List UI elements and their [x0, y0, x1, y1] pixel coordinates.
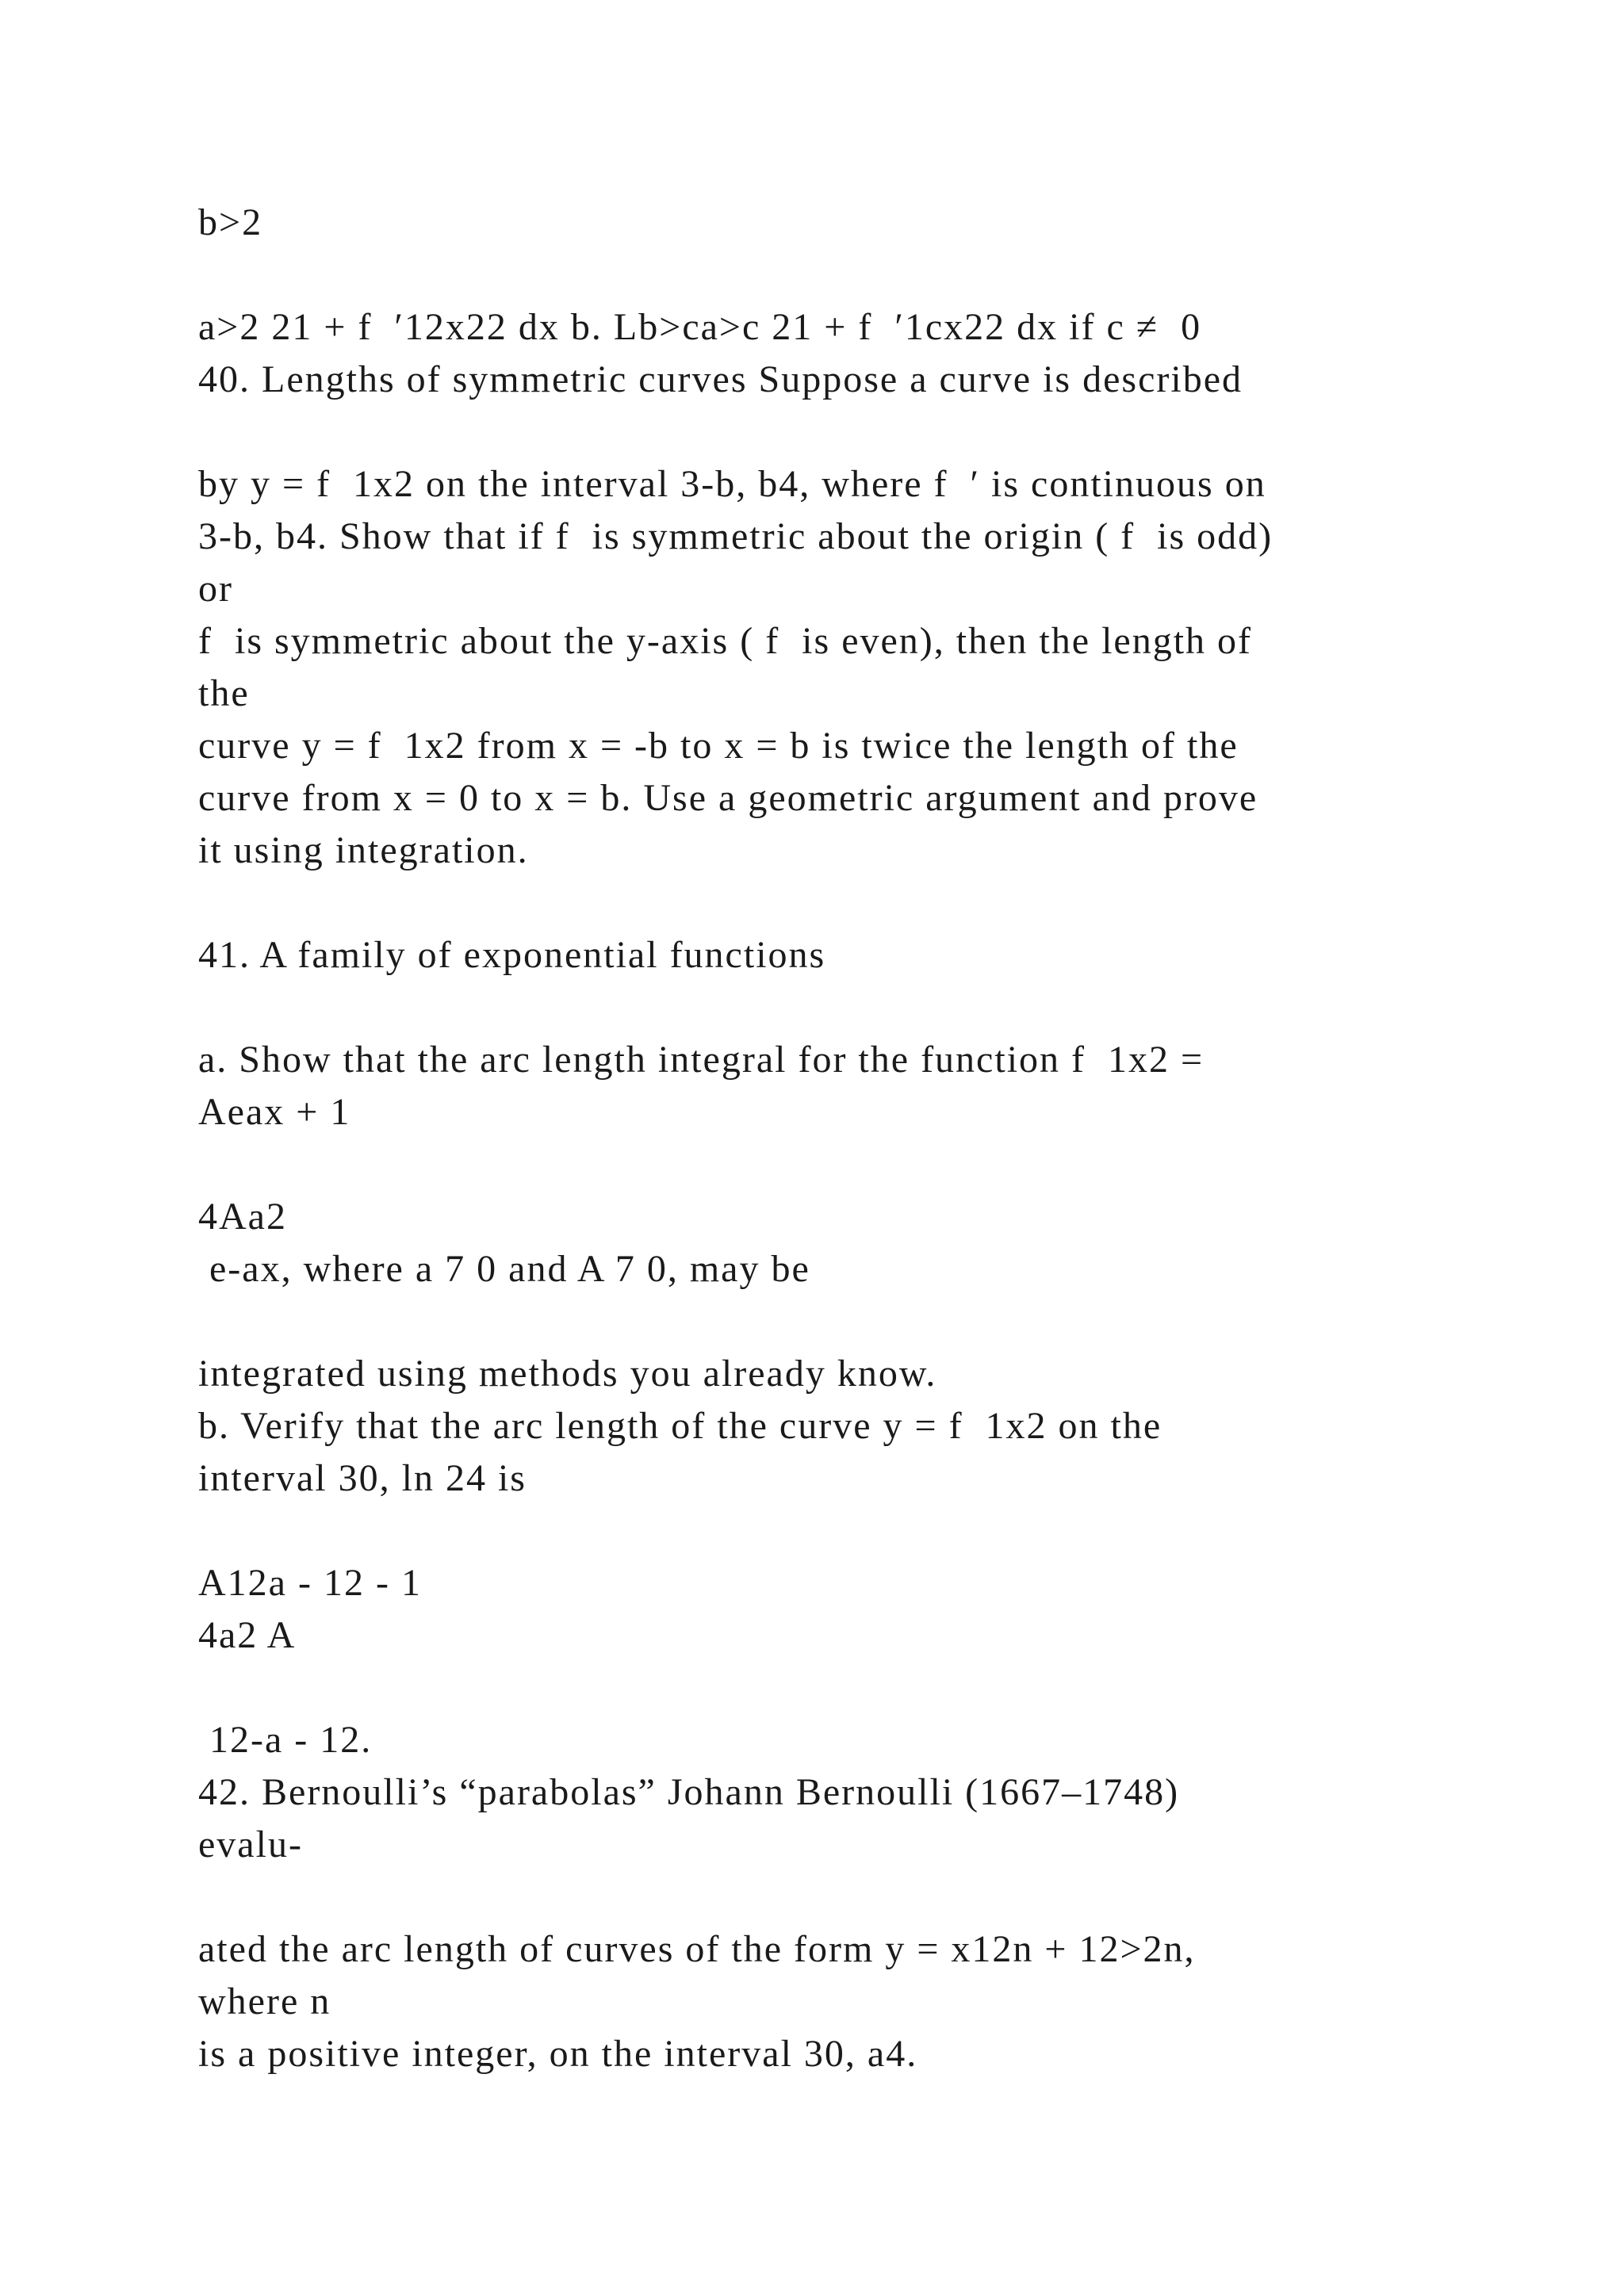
- exercise-40-heading: 40. Lengths of symmetric curves Suppose a curve is described: [198, 358, 1243, 400]
- text-line: e-ax, where a 7 0 and A 7 0, may be: [198, 1248, 810, 1290]
- blank-line: [198, 249, 1435, 301]
- blank-line: [198, 406, 1435, 458]
- text-line: Aeax + 1: [198, 1091, 351, 1133]
- blank-line: [198, 877, 1435, 929]
- text-line: or: [198, 568, 233, 610]
- text-line: it using integration.: [198, 829, 529, 871]
- blank-line: [198, 1871, 1435, 1923]
- text-line: evalu-: [198, 1823, 303, 1866]
- text-line: is a positive integer, on the interval 30, a4.: [198, 2033, 918, 2075]
- exercise-41-heading: 41. A family of exponential functions: [198, 934, 826, 976]
- text-line: A12a - 12 - 1: [198, 1562, 422, 1604]
- text-line: a>2 21 + f ′12x22 dx b. Lb>ca>c 21 + f ′1cx22 dx if c ≠ 0: [198, 306, 1202, 348]
- text-line: where n: [198, 1980, 331, 2022]
- text-line: curve y = f 1x2 from x = -b to x = b is twice the length of the: [198, 725, 1239, 767]
- exercise-42-heading: 42. Bernoulli’s “parabolas” Johann Bernoulli (1667–1748): [198, 1771, 1180, 1813]
- text-line: ated the arc length of curves of the form y = x12n + 12>2n,: [198, 1928, 1196, 1970]
- text-line: b. Verify that the arc length of the curve y = f 1x2 on the: [198, 1405, 1162, 1447]
- text-line: the: [198, 672, 250, 714]
- document-text: [198, 197, 1435, 2080]
- text-line: interval 30, ln 24 is: [198, 1457, 527, 1499]
- text-line: 4Aa2: [198, 1196, 287, 1238]
- text-line: curve from x = 0 to x = b. Use a geometric argument and prove: [198, 777, 1258, 819]
- text-line: b>2: [198, 201, 263, 243]
- text-line: 4a2 A: [198, 1614, 297, 1656]
- text-line: by y = f 1x2 on the interval 3-b, b4, where f ′ is continuous on: [198, 463, 1266, 505]
- text-line: 3-b, b4. Show that if f is symmetric about the origin ( f is odd): [198, 515, 1274, 557]
- blank-line: [198, 1662, 1435, 1714]
- blank-line: [198, 1295, 1435, 1348]
- text-line: 12-a - 12.: [198, 1719, 373, 1761]
- text-line: a. Show that the arc length integral for the function f 1x2 =: [198, 1039, 1205, 1081]
- text-line: integrated using methods you already know.: [198, 1353, 937, 1395]
- blank-line: [198, 982, 1435, 1034]
- blank-line: [198, 1138, 1435, 1191]
- blank-line: [198, 1505, 1435, 1557]
- text-line: f is symmetric about the y-axis ( f is even), then the length of: [198, 620, 1253, 662]
